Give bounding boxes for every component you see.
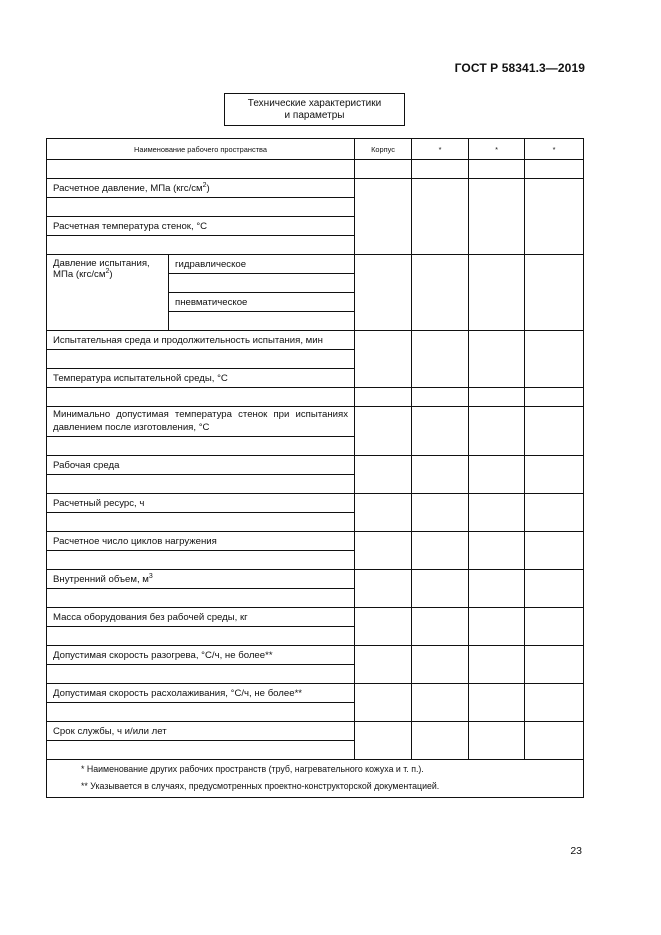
table-row [47,255,584,274]
value-cell [525,532,584,570]
footnote-2: ** Указывается в случаях, предусмотренных проектно-конструкторской документацией. [81,781,440,791]
value-cell [469,722,525,760]
value-cell [355,179,412,255]
value-cell [469,179,525,255]
row-label-pneumatic: пневматическое [169,293,355,312]
table-row [47,532,584,551]
value-cell [525,255,584,331]
value-cell [469,331,525,388]
row-label-internal-volume: Внутренний объем, $м^3$ [47,570,355,589]
header-workspace-name: Наименование рабочего пространства [47,139,355,160]
standard-designation: ГОСТ Р 58341.3—2019 [454,61,585,75]
row-label-wall-temp: Расчетная температура стенок, °С [47,217,355,236]
value-cell [525,179,584,255]
value-cell [355,494,412,532]
value-cell [412,179,469,255]
row-label-service-life: Срок службы, ч и/или лет [47,722,355,741]
value-cell [412,608,469,646]
table-row [47,388,584,407]
footnotes-row [47,760,584,798]
caption-line-1: Технические характеристики [247,98,382,109]
table-row [47,570,584,589]
value-cell [412,532,469,570]
table-row [47,179,584,198]
value-cell [412,570,469,608]
value-cell [355,646,412,684]
value-cell [355,608,412,646]
value-cell [525,722,584,760]
value-cell [355,331,412,388]
value-cell [469,646,525,684]
value-cell [525,407,584,456]
row-label-hydraulic: гидравлическое [169,255,355,274]
footnote-1: * Наименование других рабочих пространств (труб, нагревательного кожуха и т. п.). [81,764,424,774]
header-col5: * [525,139,584,160]
value-cell [469,532,525,570]
table-row [47,331,584,350]
value-cell [469,255,525,331]
page-number: 23 [570,845,582,857]
row-label-test-medium: Испытательная среда и продолжительность испытания, мин [47,331,355,350]
value-cell [355,570,412,608]
row-label-working-medium: Рабочая среда [47,456,355,475]
value-cell [412,684,469,722]
row-label-cooling-rate: Допустимая скорость расхолаживания, °С/ч, не более** [47,684,355,703]
row-label-test-medium-temp: Температура испытательной среды, °С [47,369,355,388]
value-cell [525,456,584,494]
header-col3: * [412,139,469,160]
table-row [47,456,584,475]
row-label-equipment-mass: Масса оборудования без рабочей среды, кг [47,608,355,627]
value-cell [412,331,469,388]
value-cell [412,722,469,760]
value-cell [355,407,412,456]
table-row [47,684,584,703]
header-col4: * [469,139,525,160]
value-cell [525,331,584,388]
value-cell [355,722,412,760]
row-label-design-life: Расчетный ресурс, ч [47,494,355,513]
value-cell [469,494,525,532]
value-cell [412,646,469,684]
table-row [47,646,584,665]
table-row [47,494,584,513]
table-caption [224,93,405,126]
value-cell [525,684,584,722]
value-cell [412,407,469,456]
value-cell [469,407,525,456]
value-cell [412,494,469,532]
value-cell [525,494,584,532]
value-cell [355,456,412,494]
table-header-row [47,139,584,160]
row-label-test-pressure: Давление испытания, МПа $(кгс/см^2)$ [47,255,169,331]
value-cell [469,608,525,646]
value-cell [355,532,412,570]
value-cell [355,684,412,722]
footnotes [47,760,584,798]
table-row [47,608,584,627]
value-cell [355,255,412,331]
table-row [47,722,584,741]
caption-line-2: и параметры [284,110,345,121]
table-row [47,407,584,437]
value-cell [469,570,525,608]
specification-table [46,138,584,798]
value-cell [469,456,525,494]
value-cell [525,608,584,646]
table-row [47,160,584,179]
value-cell [412,456,469,494]
row-label-load-cycles: Расчетное число циклов нагружения [47,532,355,551]
value-cell [469,684,525,722]
value-cell [412,255,469,331]
header-body: Корпус [355,139,412,160]
row-label-heating-rate: Допустимая скорость разогрева, °С/ч, не более** [47,646,355,665]
value-cell [525,646,584,684]
row-label-design-pressure: Расчетное давление, МПа $(кгс/см^2)$ [47,179,355,198]
row-label-min-wall-temp: Минимально допустимая температура стенок при испытаниях давлением после изготовления, °С [47,407,355,437]
value-cell [525,570,584,608]
